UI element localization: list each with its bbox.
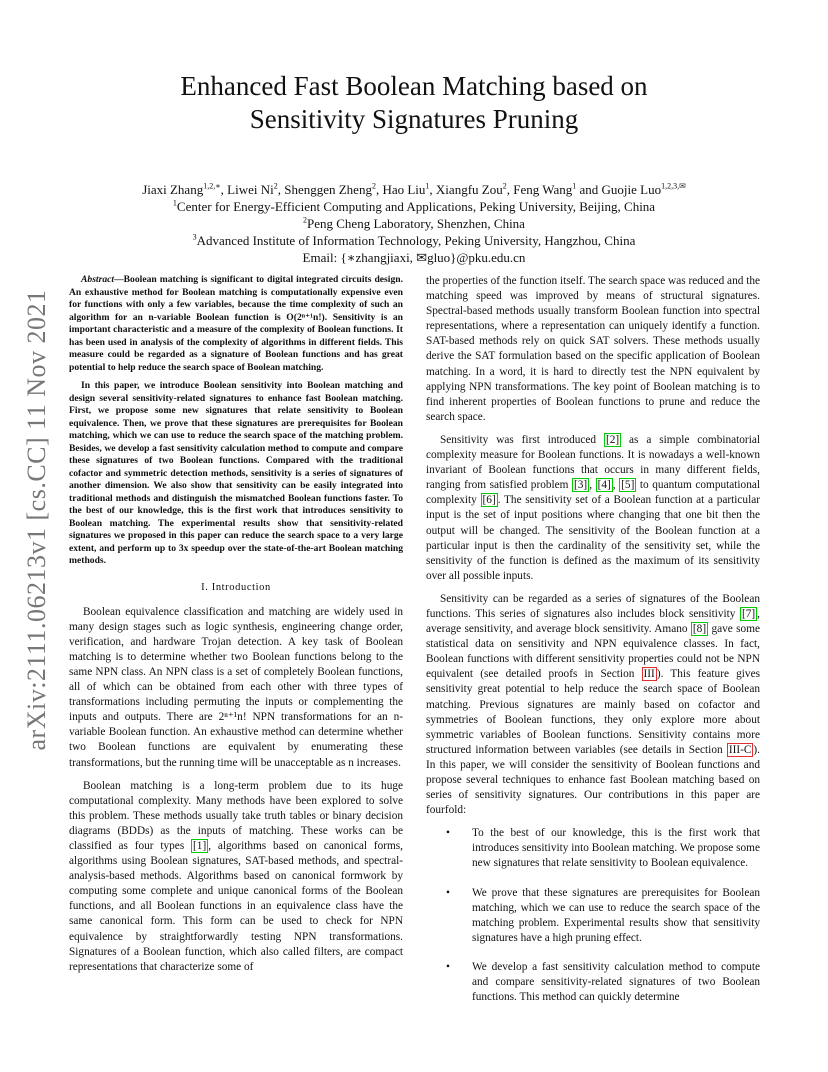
affiliation-3: $^3$Advanced Institute of Information Technology, Peking University, Hangzhou, China: [192, 232, 636, 248]
author-list: Jiaxi Zhang$^{1,2,∗}$, Liwei Ni$^2$, Shenggen Zheng$^2$, Hao Liu$^1$, Xiangfu Zou$^2$, Feng Wang$^1$ and Guojie Luo$^{1,2,3,✉}$: [142, 181, 686, 197]
abstract-paragraph-2: In this paper, we introduce Boolean sensitivity into Boolean matching and design several sensitivity-related signatures to enhance fast Boolean matching. First, we propose some new signatures that relate sensitivity to Boolean equivalence. Then, we prove that these signatures are prerequisites for Boolean matching, which we can use to reduce the search space of the matching problem. Besides, we develop a fast sensitivity calculation method to compute and compare these signatures of two Boolean functions. Compared with the traditional cofactor and symmetric detection methods, sensitivity is a series of signatures of another dimension. We also show that sensitivity can be easily integrated into traditional methods and distinguish the mismatched Boolean functions faster. To the best of our knowledge, this is the first work that introduces sensitivity to Boolean matching. The experimental results show that sensitivity-related signatures we proposed in this paper can reduce the search space to a very large extent, and perform up to 3x speedup over the state-of-the-art Boolean matching methods.: [69, 380, 403, 566]
abstract-label: Abstract: [81, 274, 115, 285]
intro-paragraph-2: Boolean matching is a long-term problem due to its huge computational complexity. Many methods have been explored to solve this problem. These methods usually take truth tables or binary decision diagrams (BDDs) as the inputs of matching. These works can be classified as four types [1] , algorithms based on canonical forms, algorithms using Boolean signatures, SAT-based methods, and spectral-analysis-based methods. Algorithms based on canonical formwork by computing some complete and unique canonical forms of the Boolean functions, and all Boolean functions in an equivalence class have the same canonical form. This form can be used to check for NPN equivalence by straightforwardly testing NPN transformations. Signatures of a Boolean function, which also called filters, are compact representations that characterize some of: [69, 779, 403, 973]
right-column: [426, 274, 760, 1019]
right-paragraph-2: Sensitivity was first introduced [2] as a simple combinatorial complexity measure for Boolean functions. It is nowadays a well-known invariant of Boolean functions that occurs in many different fields, ranging from satisfied problem [3] , [4] , [5] to quantum computational complexity [6] . The sensitivity set of a Boolean function at a particular input is the set of input positions where changing that one bit then the output will be changed. The sensitivity of the Boolean function at a particular input is then the cardinality of the sensitivity set, while the sensitivity of the function is defined as the maximum of its sensitivity over all possible inputs.: [426, 433, 760, 582]
email-line: Email: {∗zhangjiaxi, ✉gluo}@pku.edu.cn: [302, 250, 526, 265]
list-item: • To the best of our knowledge, this is the first work that introduces sensitivity into Boolean matching. We propose some new signatures that relate sensitivity to Boolean equivalence.: [446, 827, 760, 870]
title-line-1: Enhanced Fast Boolean Matching based on: [180, 71, 648, 101]
right-paragraph-3: Sensitivity can be regarded as a series of signatures of the Boolean functions. This series of signatures also includes block sensitivity [7] , average sensitivity, and average block sensitivity. Amano [8] gave some statistical data on sensitivity and NPN equivalence classes. In fact, Boolean functions with different sensitivity properties could not be NPN equivalent (see detailed proofs in Section III ). This feature gives sensitivity great potential to help reduce the search space of Boolean matching. Previous signatures are mainly based on cofactor and symmetries of Boolean functions, they only explore more about symmetric variables of Boolean functions. Sensitivity contains more structured information between variables (see details in Section III-C ). In this paper, we will consider the sensitivity of Boolean functions and propose several techniques to enhance fast Boolean matching based on series of sensitivity signatures. Our contributions in this paper are fourfold:: [426, 592, 760, 817]
right-paragraph-1: the properties of the function itself. The search space was reduced and the matching speed was improved by means of structural signatures. Spectral-based methods usually transform Boolean function into spectral representations, where a representation can uniquely identify a function. SAT-based methods rely on quick SAT solvers. These methods usually derive the SAT formulation based on the specific application of Boolean matching. In a word, it is hard to directly test the NPN equivalent by applying NPN transformations. The key point of Boolean matching is to find inherent properties of Boolean functions to prune and reduce the search space.: [426, 275, 760, 423]
arxiv-identifier: arXiv:2111.06213v1 [cs.CC] 11 Nov 2021: [22, 289, 51, 751]
list-item: • We develop a fast sensitivity calculation method to compute and compare sensitivity-related signatures of two Boolean functions. This method can quickly determine: [446, 960, 760, 1004]
affiliation-2: $^2$Peng Cheng Laboratory, Shenzhen, China: [303, 215, 525, 231]
citation-link[interactable]: [1]: [193, 840, 207, 852]
title-line-2: Sensitivity Signatures Pruning: [249, 104, 579, 134]
section-heading-introduction: I. Introduction: [201, 581, 271, 593]
citation-link[interactable]: [6]: [482, 494, 496, 507]
section-link[interactable]: III-C: [728, 743, 752, 756]
paper-title: [0, 70, 828, 136]
citation-link[interactable]: [8]: [692, 623, 707, 636]
citation-link[interactable]: [5]: [621, 479, 635, 492]
bullet-icon: •: [446, 960, 450, 973]
left-column: [69, 274, 403, 983]
intro-paragraph-1: Boolean equivalence classification and matching are widely used in many design stages such as logic synthesis, engineering change order, verification, and hardware Trojan detection. A key task of Boolean matching is to determine whether two Boolean functions belong to the same NPN class. An NPN class is a set of completely Boolean functions, all of which can be obtained from each other with three types of transformations including permuting the inputs or complementing the inputs and outputs. There are 2ⁿ⁺¹n! NPN transformations for an n-variable Boolean function. An exhaustive method can determine whether two Boolean functions are equivalent by enumerating these transformations, but the running time will be unacceptable as n increases.: [69, 605, 403, 769]
affiliation-1: $^1$Center for Energy-Efficient Computing and Applications, Peking University, Beijing, China: [172, 198, 656, 214]
contributions-list: [426, 826, 760, 1005]
author-block: [40, 181, 788, 266]
arxiv-sidebar: [14, 285, 60, 755]
citation-link[interactable]: [3]: [574, 479, 588, 492]
section-link[interactable]: III: [643, 668, 655, 681]
abstract-paragraph-1: Abstract—Boolean matching is significant to digital integrated circuits design. An exhaustive method for Boolean matching is computationally expensive even for functions with only a few variables, because the time complexity of such an algorithm for an n-variable Boolean function is O(2ⁿ⁺¹n!). Sensitivity is an important characteristic and a measure of the complexity of Boolean functions. It has been used in analysis of the complexity of algorithms in different fields. This measure could be regarded as a signature of Boolean functions and has great potential to help reduce the search space of Boolean matching.: [69, 274, 403, 373]
bullet-icon: •: [446, 886, 450, 899]
citation-link[interactable]: [7]: [741, 607, 756, 620]
citation-link[interactable]: [2]: [605, 433, 620, 446]
citation-link[interactable]: [4]: [597, 479, 611, 492]
list-item: • We prove that these signatures are prerequisites for Boolean matching, which we can use to reduce the search space of the matching problem. Experimental results show that sensitivity signatures have a high pruning effect.: [446, 886, 760, 944]
bullet-icon: •: [446, 827, 450, 840]
